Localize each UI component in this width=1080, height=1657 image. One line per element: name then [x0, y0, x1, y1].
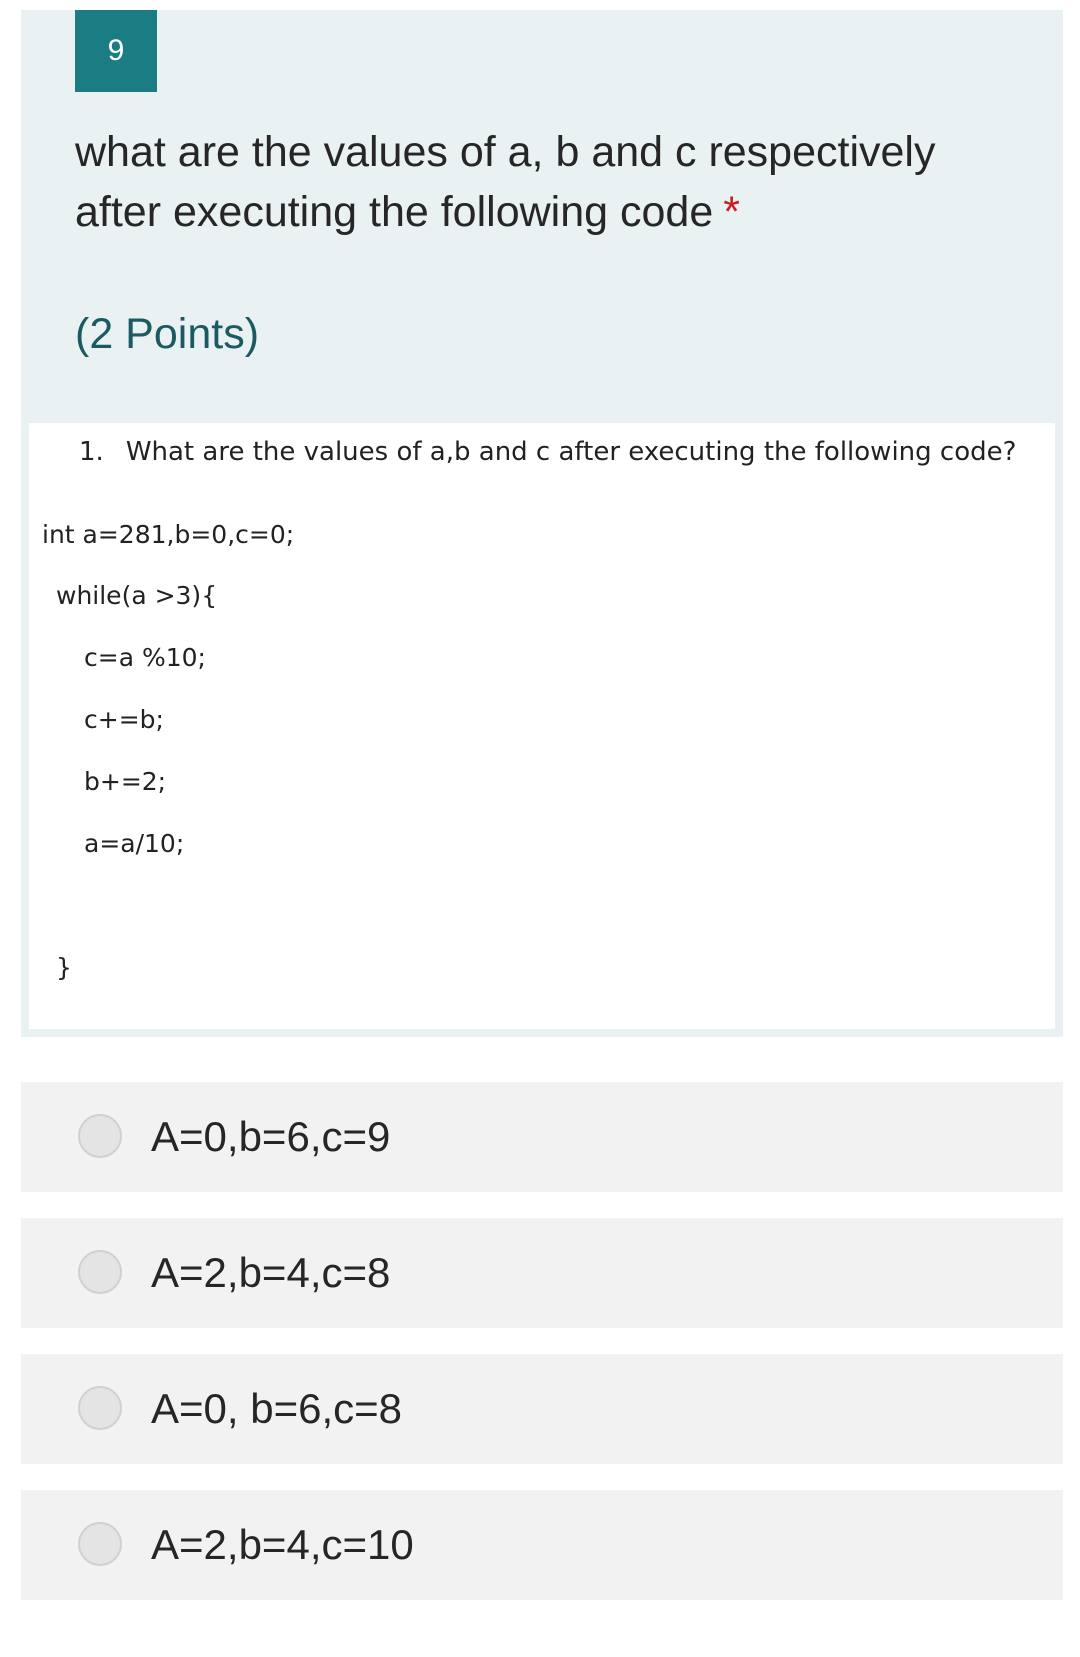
- image-heading: [79, 437, 1016, 467]
- code-line-divide: a=a/10;: [84, 829, 185, 858]
- code-line-declaration: int a=281,b=0,c=0;: [42, 520, 295, 549]
- option-3[interactable]: [21, 1354, 1063, 1464]
- question-image: [29, 423, 1055, 1029]
- option-label[interactable]: A=2,b=4,c=10: [151, 1521, 414, 1568]
- radio-button[interactable]: [78, 1250, 122, 1294]
- option-label[interactable]: A=0, b=6,c=8: [151, 1385, 403, 1432]
- question-text: [75, 122, 975, 242]
- option-1[interactable]: [21, 1082, 1063, 1192]
- code-line-while: while(a >3){: [56, 581, 218, 610]
- radio-button[interactable]: [78, 1386, 122, 1430]
- question-points: (2 Points): [75, 310, 260, 358]
- option-2[interactable]: [21, 1218, 1063, 1328]
- code-line-add-c: c+=b;: [84, 705, 164, 734]
- image-heading-number: 1.: [79, 437, 104, 467]
- option-label[interactable]: A=2,b=4,c=8: [151, 1249, 391, 1296]
- question-number-badge: 9: [75, 10, 157, 92]
- option-4[interactable]: [21, 1490, 1063, 1600]
- code-line-add-b: b+=2;: [84, 767, 167, 796]
- code-line-closing-brace: }: [56, 953, 72, 982]
- code-line-modulo: c=a %10;: [84, 643, 206, 672]
- image-heading-text: What are the values of a,b and c after executing the following code?: [125, 437, 1017, 467]
- radio-button[interactable]: [78, 1522, 122, 1566]
- option-label[interactable]: A=0,b=6,c=9: [151, 1113, 391, 1160]
- radio-button[interactable]: [78, 1114, 122, 1158]
- question-card: [21, 10, 1063, 1037]
- required-asterisk: *: [723, 188, 740, 236]
- question-title: what are the values of a, b and c respectively after executing the following code: [75, 128, 936, 236]
